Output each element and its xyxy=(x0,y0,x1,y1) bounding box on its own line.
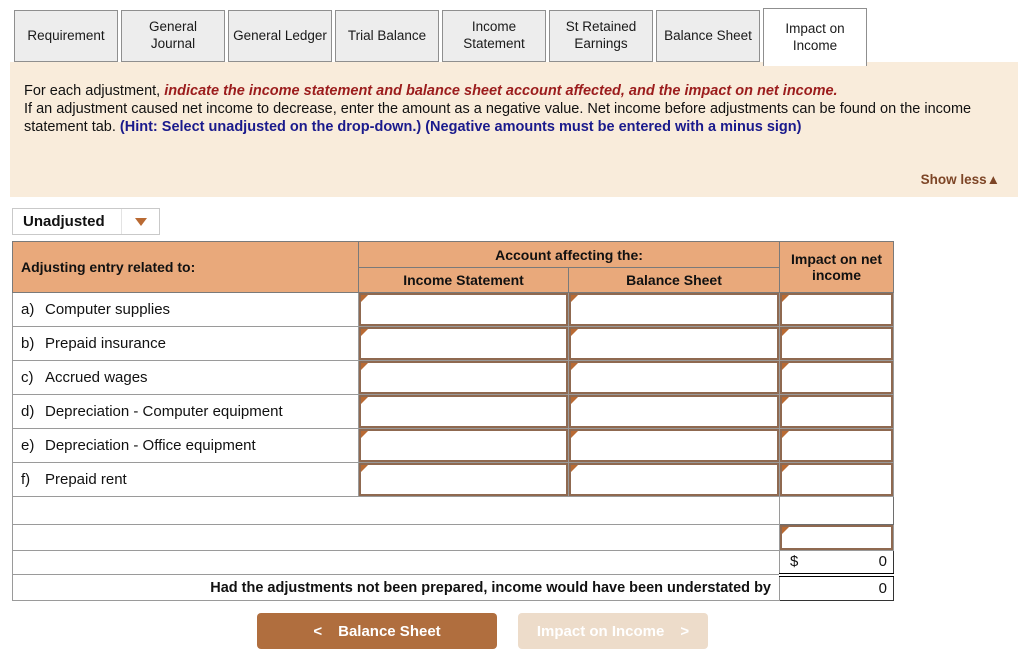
table-row-spacer-1 xyxy=(13,497,894,525)
table-row-d xyxy=(13,395,894,429)
instructions-panel xyxy=(10,62,1018,197)
instructions-emphasis: indicate the income statement and balance sheet account affected, and the impact on net income. xyxy=(164,83,838,99)
subtotal-value: 0 xyxy=(878,553,887,571)
table-row-subtotal xyxy=(13,551,894,575)
table-row-spacer-2 xyxy=(13,525,894,551)
dropdown-marker-icon xyxy=(361,363,368,370)
dropdown-marker-icon xyxy=(782,397,789,404)
dropdown-arrow-box xyxy=(121,209,159,234)
tab-bar xyxy=(0,0,1024,62)
dropdown-marker-icon xyxy=(571,363,578,370)
row-label-f: f) Prepaid rent xyxy=(13,463,359,497)
dropdown-marker-icon xyxy=(571,465,578,472)
tab-trial-balance[interactable]: Trial Balance xyxy=(335,10,439,62)
cell-d-income-statement[interactable] xyxy=(359,395,568,428)
currency-symbol: $ xyxy=(790,553,799,571)
instructions-hint-2: (Negative amounts must be entered with a minus sign) xyxy=(425,119,802,135)
show-less-link[interactable] xyxy=(921,171,1000,189)
dropdown-marker-icon xyxy=(571,295,578,302)
instructions-text xyxy=(24,82,1004,136)
header-adjusting-entry: Adjusting entry related to: xyxy=(13,242,359,293)
dropdown-marker-icon xyxy=(782,363,789,370)
tab-impact-on-income[interactable]: Impact on Income xyxy=(763,8,867,66)
cell-a-income-statement[interactable] xyxy=(359,293,568,326)
cell-b-balance-sheet[interactable] xyxy=(569,327,779,360)
cell-c-balance-sheet[interactable] xyxy=(569,361,779,394)
show-less-arrow-icon: ▲ xyxy=(986,172,1000,187)
cell-d-impact[interactable] xyxy=(780,395,893,428)
cell-e-income-statement[interactable] xyxy=(359,429,568,462)
row-label-a: a) Computer supplies xyxy=(13,293,359,327)
dropdown-marker-icon xyxy=(782,465,789,472)
cell-extra-impact[interactable] xyxy=(780,525,893,550)
tab-requirement[interactable]: Requirement xyxy=(14,10,118,62)
dropdown-marker-icon xyxy=(571,329,578,336)
empty-cell xyxy=(13,497,780,525)
view-selector-dropdown[interactable] xyxy=(12,208,160,235)
prev-balance-sheet-button[interactable] xyxy=(257,613,497,649)
cell-f-impact[interactable] xyxy=(780,463,893,496)
table-row-c xyxy=(13,361,894,395)
cell-d-balance-sheet[interactable] xyxy=(569,395,779,428)
cell-b-income-statement[interactable] xyxy=(359,327,568,360)
dropdown-marker-icon xyxy=(361,431,368,438)
cell-a-balance-sheet[interactable] xyxy=(569,293,779,326)
cell-e-impact[interactable] xyxy=(780,429,893,462)
empty-cell xyxy=(13,551,780,575)
table-row-b xyxy=(13,327,894,361)
chevron-left-icon: < xyxy=(313,622,323,640)
impact-on-income-table xyxy=(12,241,894,601)
show-less-label: Show less xyxy=(920,172,987,187)
subtotal-cell xyxy=(780,551,894,575)
row-label-d: d) Depreciation - Computer equipment xyxy=(13,395,359,429)
empty-impact-cell xyxy=(780,497,894,525)
next-impact-on-income-button[interactable] xyxy=(518,613,708,649)
table-row-e xyxy=(13,429,894,463)
instructions-hint-1: (Hint: Select unadjusted on the drop-down.) xyxy=(119,119,422,135)
tab-balance-sheet[interactable]: Balance Sheet xyxy=(656,10,760,62)
header-account-affecting: Account affecting the: xyxy=(359,242,780,268)
cell-a-impact[interactable] xyxy=(780,293,893,326)
tab-income-statement[interactable]: Income Statement xyxy=(442,10,546,62)
row-label-c: c) Accrued wages xyxy=(13,361,359,395)
nav-buttons xyxy=(257,613,1024,649)
header-balance-sheet: Balance Sheet xyxy=(569,268,780,293)
chevron-down-icon xyxy=(135,218,147,226)
table-row-a xyxy=(13,293,894,327)
dropdown-marker-icon xyxy=(782,329,789,336)
understated-note: Had the adjustments not been prepared, income would have been understated by xyxy=(13,575,780,601)
view-selector-value: Unadjusted xyxy=(23,213,105,230)
dropdown-marker-icon xyxy=(782,431,789,438)
instructions-body: If an adjustment caused net income to decrease, enter the amount as a negative value. Net income before adjustments can be found on the income statement tab. xyxy=(24,101,972,135)
dropdown-marker-icon xyxy=(571,397,578,404)
dropdown-marker-icon xyxy=(571,431,578,438)
tab-general-ledger[interactable]: General Ledger xyxy=(228,10,332,62)
cell-c-impact[interactable] xyxy=(780,361,893,394)
dropdown-marker-icon xyxy=(361,397,368,404)
dropdown-marker-icon xyxy=(782,295,789,302)
table-row-total xyxy=(13,575,894,601)
total-value: 0 xyxy=(780,575,894,601)
row-label-e: e) Depreciation - Office equipment xyxy=(13,429,359,463)
row-label-b: b) Prepaid insurance xyxy=(13,327,359,361)
dropdown-marker-icon xyxy=(361,295,368,302)
tab-general-journal[interactable]: General Journal xyxy=(121,10,225,62)
instructions-intro: For each adjustment, xyxy=(24,83,161,99)
dropdown-marker-icon xyxy=(782,527,789,534)
cell-f-income-statement[interactable] xyxy=(359,463,568,496)
cell-c-income-statement[interactable] xyxy=(359,361,568,394)
empty-cell xyxy=(13,525,780,551)
cell-e-balance-sheet[interactable] xyxy=(569,429,779,462)
cell-b-impact[interactable] xyxy=(780,327,893,360)
dropdown-marker-icon xyxy=(361,465,368,472)
tab-st-retained-earnings[interactable]: St Retained Earnings xyxy=(549,10,653,62)
header-impact-on-net-income: Impact on net income xyxy=(780,242,894,293)
dropdown-marker-icon xyxy=(361,329,368,336)
table-row-f xyxy=(13,463,894,497)
header-income-statement: Income Statement xyxy=(359,268,569,293)
cell-f-balance-sheet[interactable] xyxy=(569,463,779,496)
prev-button-label: Balance Sheet xyxy=(338,622,441,640)
chevron-right-icon: > xyxy=(680,622,690,640)
next-button-label: Impact on Income xyxy=(536,622,665,640)
